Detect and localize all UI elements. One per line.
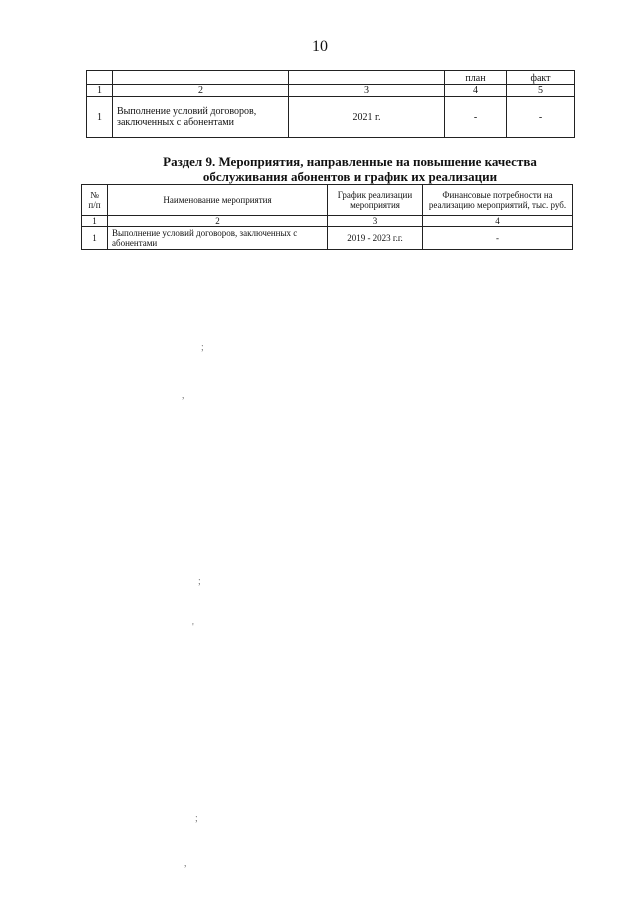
performance-table: [86, 70, 575, 138]
scan-speck: ;: [198, 576, 201, 587]
header-name: Наименование мероприятия: [108, 185, 328, 216]
row-finance: -: [423, 227, 573, 250]
table-row: [87, 97, 575, 138]
measures-table: [81, 184, 573, 250]
row-fact: -: [507, 97, 575, 138]
header-finance: Финансовые потребности на реализацию мероприятий, тыс. руб.: [423, 185, 573, 216]
section-title-line1: Раздел 9. Мероприятия, направленные на повышение качества: [163, 154, 537, 169]
section-title-line2: обслуживания абонентов и график их реализации: [202, 169, 498, 184]
scan-speck: ': [192, 622, 194, 633]
column-number: 4: [445, 85, 507, 97]
row-name: Выполнение условий договоров, заключенных с абонентами: [113, 97, 289, 138]
column-number-row: [87, 85, 575, 97]
header-cell: [87, 71, 113, 85]
row-plan: -: [445, 97, 507, 138]
row-number: 1: [82, 227, 108, 250]
column-number: 2: [108, 216, 328, 227]
row-number: 1: [87, 97, 113, 138]
column-number-row: [82, 216, 573, 227]
column-number: 1: [87, 85, 113, 97]
header-cell: [113, 71, 289, 85]
row-schedule: 2019 - 2023 г.г.: [328, 227, 423, 250]
scan-speck: ;: [201, 342, 204, 353]
table-header-row: [82, 185, 573, 216]
column-number: 3: [289, 85, 445, 97]
column-number: 3: [328, 216, 423, 227]
section-title: [100, 154, 600, 184]
column-number: 4: [423, 216, 573, 227]
scan-speck: ,: [182, 390, 185, 401]
row-name: Выполнение условий договоров, заключенных с абонентами: [108, 227, 328, 250]
scan-speck: ;: [195, 813, 198, 824]
table-row: [82, 227, 573, 250]
column-number: 1: [82, 216, 108, 227]
header-cell-plan: план: [445, 71, 507, 85]
column-number: 5: [507, 85, 575, 97]
header-cell: [289, 71, 445, 85]
table-header-row: [87, 71, 575, 85]
row-year: 2021 г.: [289, 97, 445, 138]
page-number: 10: [312, 38, 328, 55]
scan-speck: ,: [184, 858, 187, 869]
column-number: 2: [113, 85, 289, 97]
header-cell-fact: факт: [507, 71, 575, 85]
header-num: № п/п: [82, 185, 108, 216]
header-schedule: График реализации мероприятия: [328, 185, 423, 216]
